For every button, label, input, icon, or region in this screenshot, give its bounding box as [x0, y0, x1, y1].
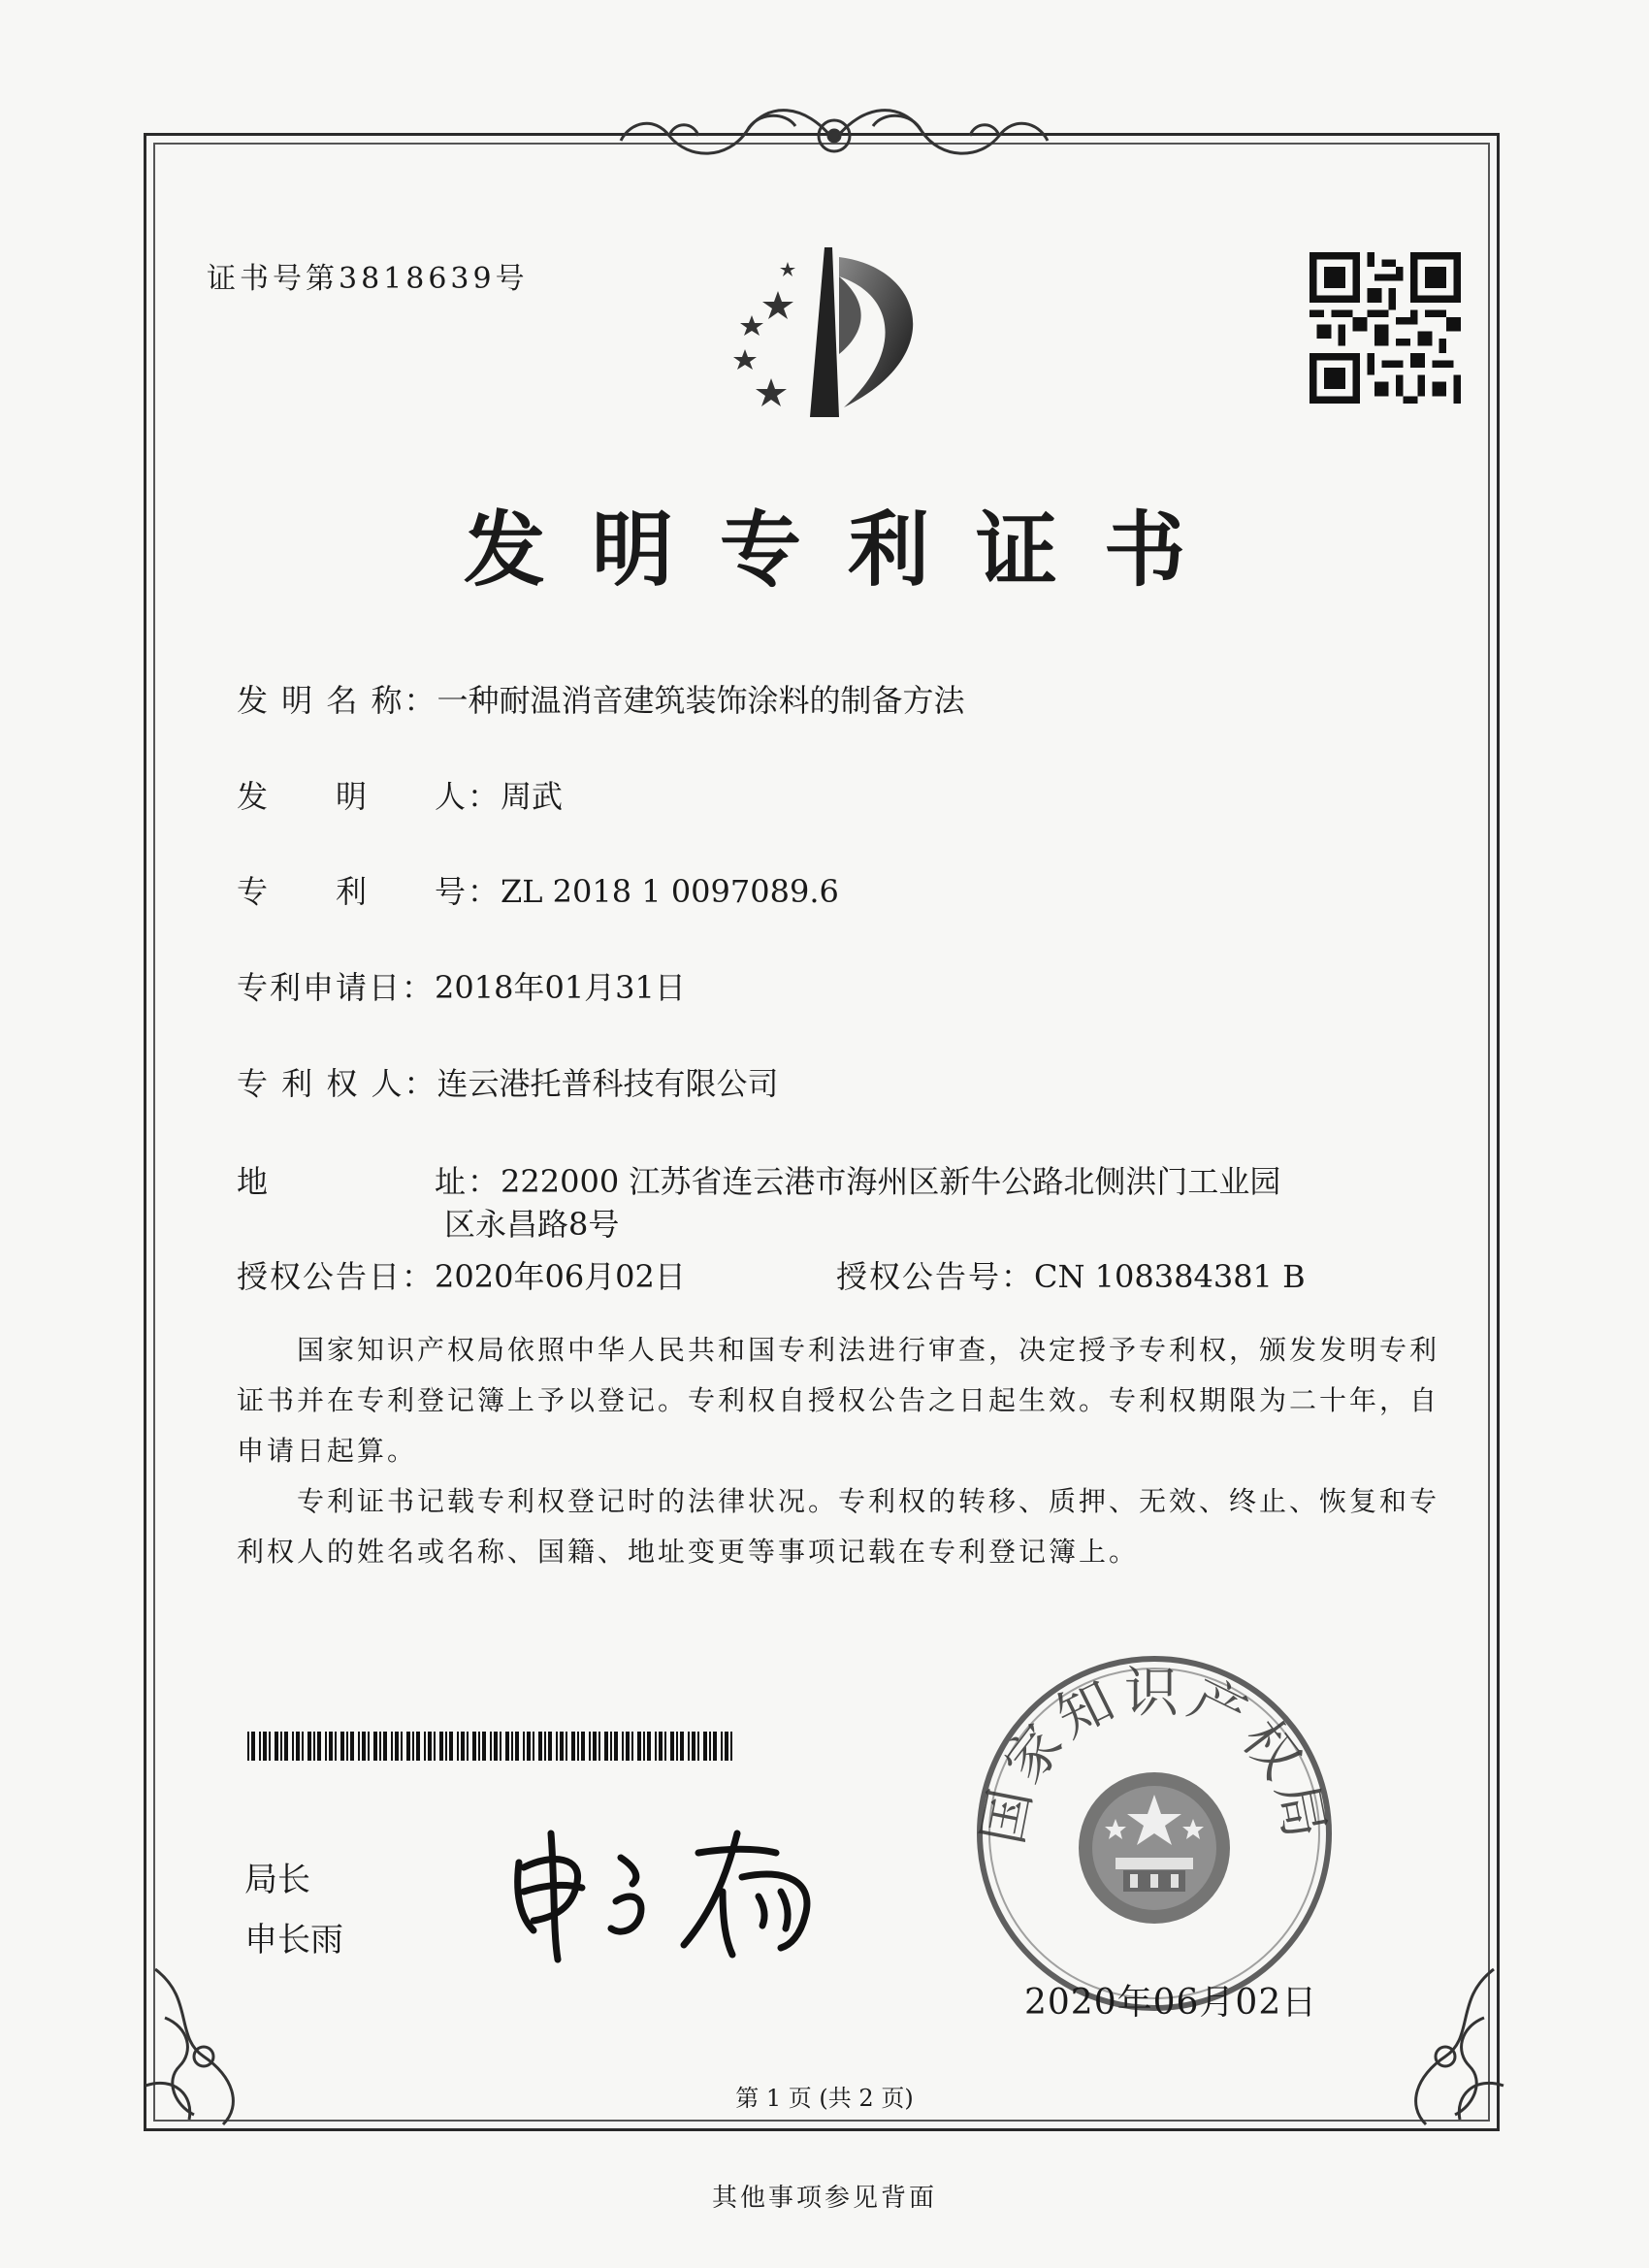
field-value: ZL 2018 1 0097089.6 [501, 873, 839, 910]
qr-code-icon [1310, 252, 1461, 404]
field-label: 专利申请日： [237, 969, 436, 1006]
field-value: 222000 江苏省连云港市海州区新牛公路北侧洪门工业园 [501, 1163, 1281, 1200]
field-grant-number [836, 1253, 1306, 1300]
field-address [237, 1158, 1280, 1205]
body-text [237, 1325, 1439, 1577]
seal-date: 2020年06月02日 [1024, 1983, 1318, 2023]
field-value: 区永昌路8号 [444, 1206, 620, 1243]
seal-text: 国家知识产权局 [971, 1662, 1338, 1850]
cnipa-logo-icon [718, 238, 960, 427]
field-value: 2018年01月31日 [435, 969, 686, 1006]
field-value: 一种耐温消音建筑装饰涂料的制备方法 [436, 682, 965, 719]
field-grant-date [237, 1253, 686, 1300]
barcode-icon [247, 1732, 734, 1761]
body-paragraph: 专利证书记载专利权登记时的法律状况。专利权的转移、质押、无效、终止、恢复和专利权人的姓名或名称、国籍、地址变更等事项记载在专利登记簿上。 [237, 1485, 1440, 1568]
footer-note: 其他事项参见背面 [711, 2184, 937, 2213]
field-value: 2020年06月02日 [435, 1258, 686, 1295]
certificate-number: 证书号第3818639号 [207, 262, 529, 296]
page-title: 发明专利证书 [463, 502, 1232, 598]
field-inventor [237, 773, 563, 820]
top-ornament-icon [601, 92, 1067, 179]
director-title: 局长 [244, 1861, 310, 1899]
national-emblem-icon [1079, 1772, 1230, 1924]
field-address-line2 [444, 1201, 619, 1247]
field-patent-number [237, 868, 839, 915]
field-label: 专 利 号： [237, 873, 501, 910]
field-label: 授权公告号： [836, 1258, 1035, 1295]
field-value: CN 108384381 B [1034, 1258, 1306, 1295]
field-patentee [237, 1060, 779, 1107]
director-signature [504, 1824, 854, 1969]
director-name: 申长雨 [244, 1921, 343, 1960]
field-value: 周武 [501, 778, 564, 815]
field-label: 发 明 名 称： [237, 682, 437, 719]
page-number: 第 1 页 (共 2 页) [735, 2085, 914, 2112]
field-label: 地 址： [237, 1163, 501, 1200]
body-paragraph: 国家知识产权局依照中华人民共和国专利法进行审查，决定授予专利权，颁发发明专利证书并在专利登记簿上予以登记。专利权自授权公告之日起生效。专利权期限为二十年，自申请日起算。 [237, 1334, 1440, 1467]
field-label: 专 利 权 人： [237, 1065, 437, 1102]
field-value: 连云港托普科技有限公司 [436, 1065, 779, 1102]
field-invention-name [237, 677, 965, 724]
official-seal [970, 1649, 1339, 2018]
field-label: 授权公告日： [237, 1258, 436, 1295]
field-label: 发 明 人： [237, 778, 501, 815]
field-application-date [237, 964, 686, 1011]
